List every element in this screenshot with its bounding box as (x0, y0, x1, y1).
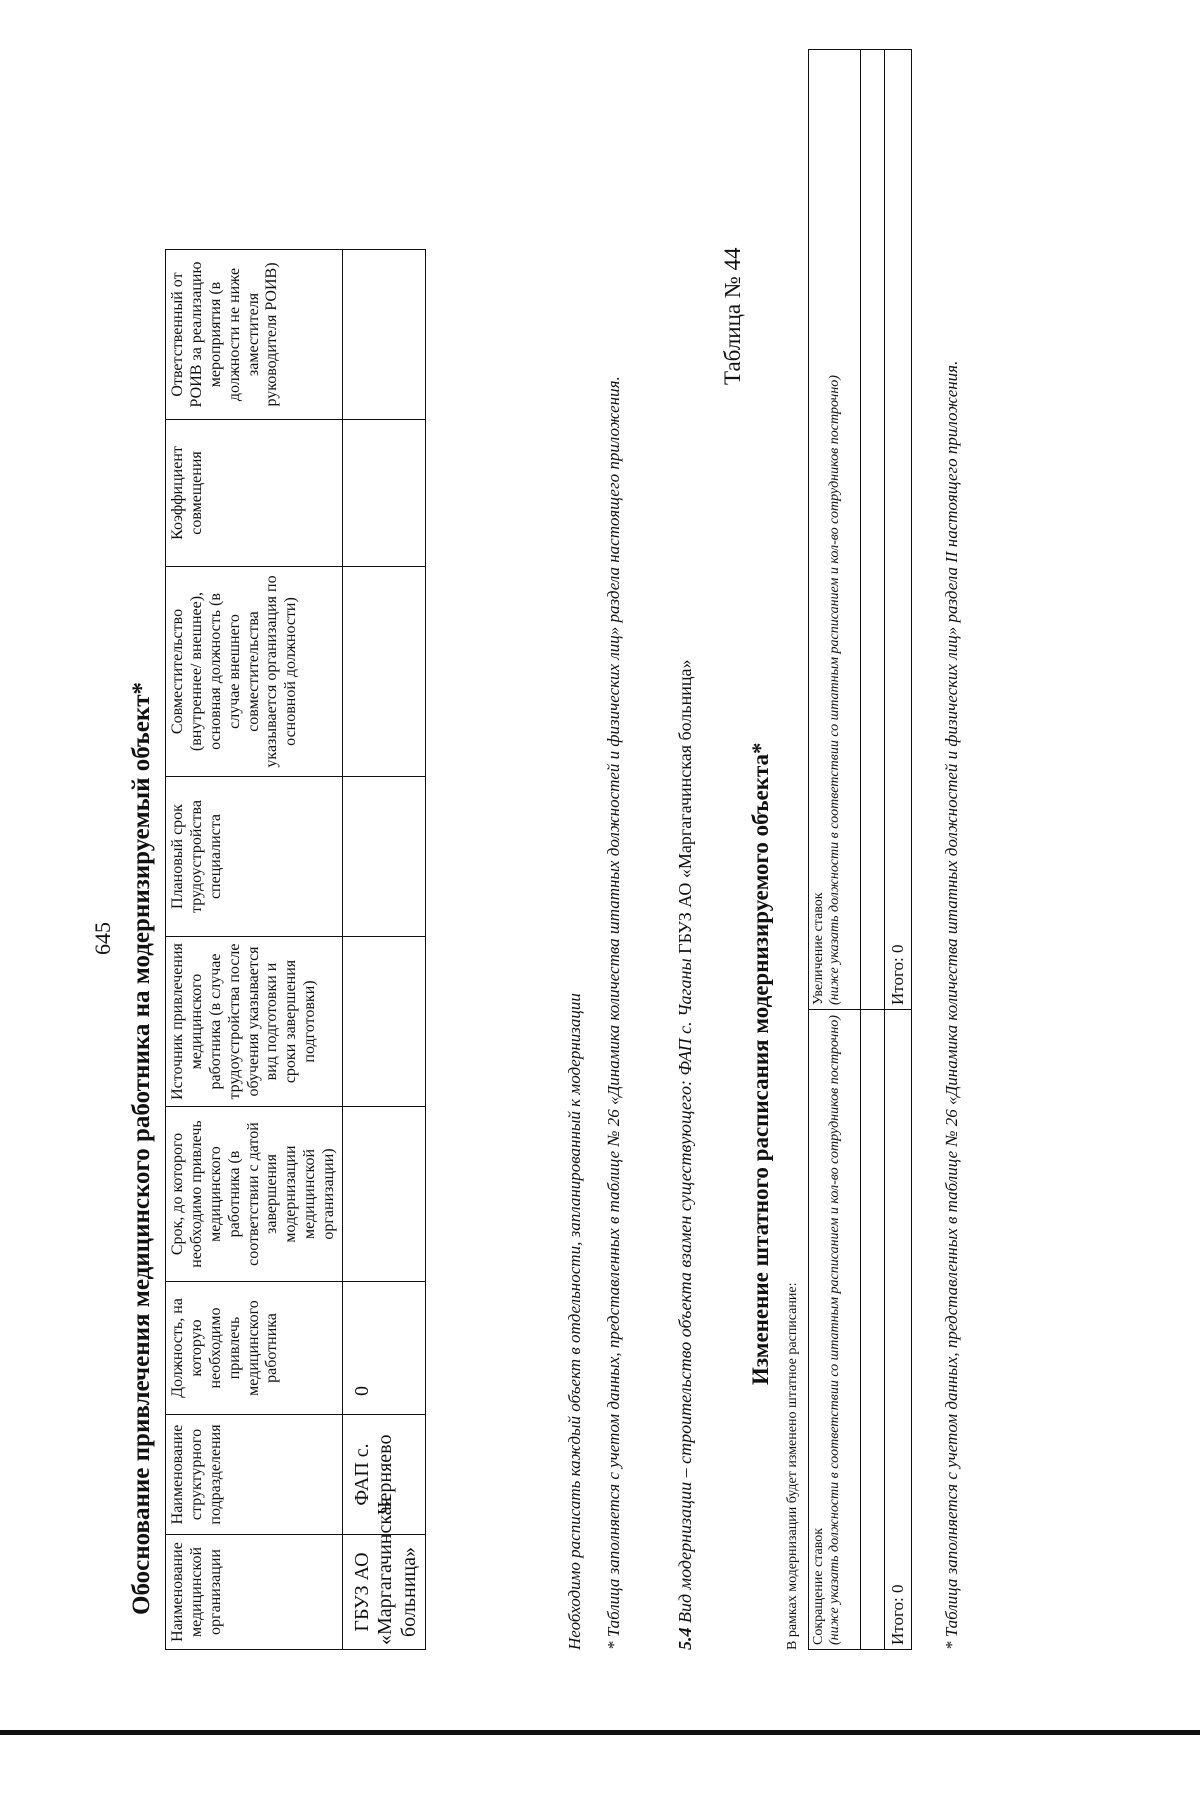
table-row (342, 250, 425, 1650)
col-header: Ответственный от РОИВ за реализацию мероприятия (в должности не ниже заместителя руководителя РОИВ) (166, 250, 343, 420)
increase-header (809, 50, 861, 1010)
table-cell: 0 (342, 1282, 425, 1415)
col-header: Источник привлечения медицинского работника (в случае трудоустройства после обучения указывается вид подготовки и сроки завершения подготовки) (166, 937, 343, 1107)
table-cell (342, 250, 425, 420)
reduction-title: Сокращение ставок (811, 1527, 826, 1645)
col-header: Срок, до которого необходимо привлечь медицинского работника (в соответствии с датой завершения модернизации медицинской организации) (166, 1107, 343, 1282)
increase-title: Увеличение ставок (811, 892, 826, 1005)
increase-hint: (ниже указать должности в соответствии со штатным расписанием и кол-во сотрудников построчно) (827, 375, 842, 1005)
table-header-row (809, 50, 861, 1650)
table-header-row (166, 250, 343, 1650)
table-cell: ФАП с. Черняево (342, 1415, 425, 1535)
table-cell (342, 937, 425, 1107)
table-cell (342, 420, 425, 567)
staffing-change-table (808, 49, 912, 1650)
section-label: Вид модернизации – строительство объекта взамен существующего: ФАП с. Чаганы (675, 958, 695, 1623)
table-row (861, 50, 885, 1650)
scan-edge-bar (0, 1730, 1200, 1735)
page-number: 645 (90, 922, 115, 955)
page-title: Обоснование привлечения медицинского работника на модернизируемый объект* (128, 681, 155, 1615)
intro-text: В рамках модернизации будет изменено штатное расписание: (785, 1282, 800, 1650)
col-header: Совместительство (внутреннее/ внешнее), основная должность (в случае внешнего совместительства указывается организация по основной должности) (166, 567, 343, 777)
staffing-justification-table (165, 249, 426, 1650)
table-number-label: Таблица № 44 (720, 247, 745, 385)
table-cell (861, 50, 885, 1010)
footnote: * Таблица заполняется с учетом данных, представленных в таблице № 26 «Динамика количества штатных должностей и физических лиц» раздела II настоящего приложения. (942, 360, 961, 1650)
table-cell (342, 567, 425, 777)
col-header: Наименование структурного подразделения (166, 1415, 343, 1535)
reduction-total: Итого: 0 (885, 1010, 912, 1650)
col-header: Коэффициент совмещения (166, 420, 343, 567)
table-cell (342, 1107, 425, 1282)
footnote: * Таблица заполняется с учетом данных, представленных в таблице № 26 «Динамика количества штатных должностей и физических лиц» раздела настоящего приложения. (604, 376, 623, 1650)
total-row (885, 50, 912, 1650)
rotated-page (80, 90, 1150, 1790)
section-number: 5.4 (675, 1627, 695, 1650)
section-org: ГБУЗ АО «Маргагачинская больница» (675, 659, 695, 959)
col-header: Наименование медицинской организации (166, 1535, 343, 1650)
reduction-header (809, 1010, 861, 1650)
note-text: Необходимо расписать каждый объект в отдельности, запланированный к модернизации (565, 993, 584, 1650)
col-header: Должность, на которую необходимо привлечь медицинского работника (166, 1282, 343, 1415)
table-cell: ГБУЗ АО «Маргагачинская больница» (342, 1535, 425, 1650)
col-header: Плановый срок трудоустройства специалиста (166, 777, 343, 937)
table-cell (861, 1010, 885, 1650)
section-heading (675, 200, 696, 1650)
section-title: Изменение штатного расписания модернизируемого объекта* (748, 742, 773, 1385)
table-cell (342, 777, 425, 937)
reduction-hint: (ниже указать должности в соответствии со штатным расписанием и кол-во сотрудников построчно) (827, 1015, 842, 1645)
increase-total: Итого: 0 (885, 50, 912, 1010)
